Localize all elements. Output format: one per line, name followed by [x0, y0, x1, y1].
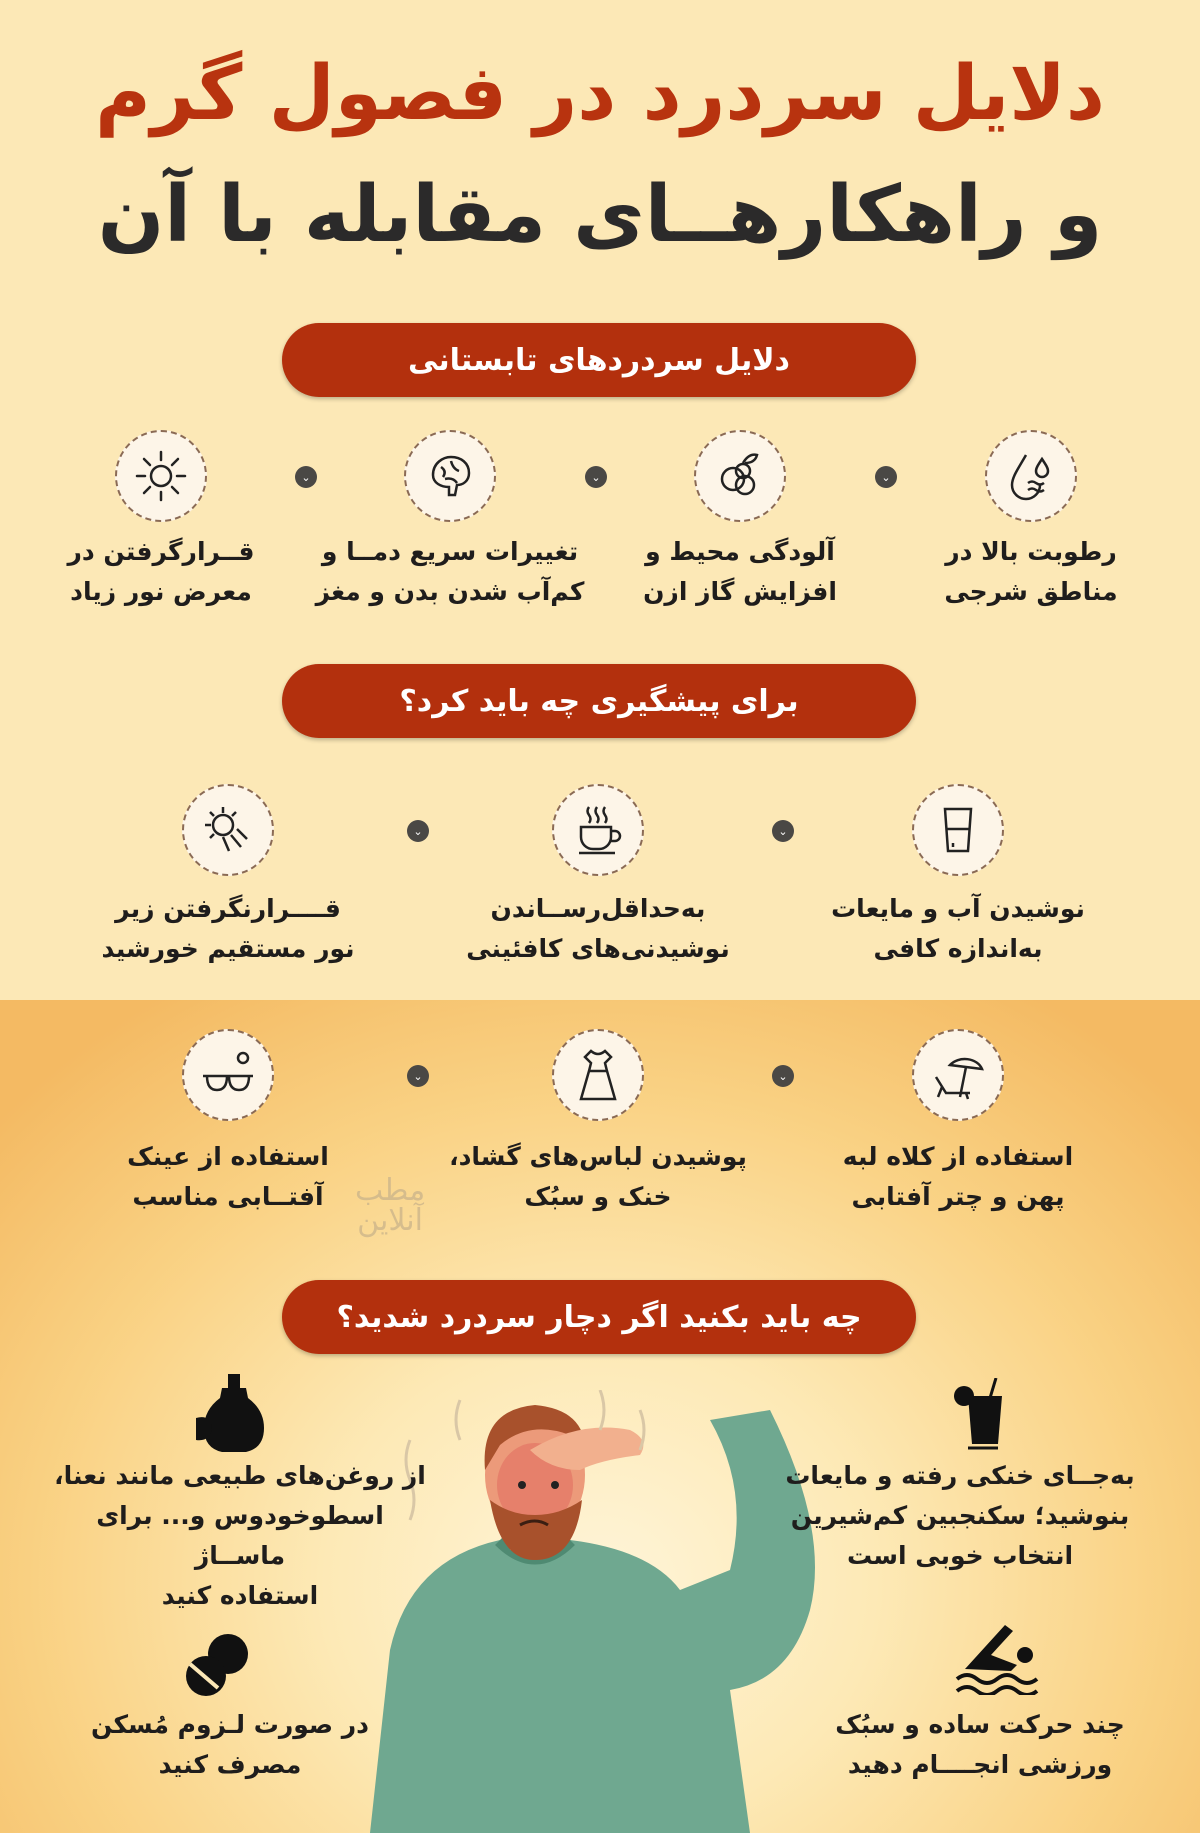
chevron-down-icon: ⌄ [407, 1065, 429, 1087]
sun-rays-icon [182, 784, 274, 876]
treat-painkiller-text: در صورت لـزوم مُسکن مصرف کنید [91, 1710, 369, 1779]
chevron-down-icon: ⌄ [772, 820, 794, 842]
dress-icon [552, 1029, 644, 1121]
chevron-down-icon: ⌄ [407, 820, 429, 842]
treat-exercise-text: چند حرکت ساده و سبُک ورزشی انجــــام دهید [835, 1710, 1125, 1779]
cause-pollution-text: آلودگی محیط و افزایش گاز ازن [643, 537, 837, 606]
beach-umbrella-icon [912, 1029, 1004, 1121]
chevron-down-icon: ⌄ [772, 1065, 794, 1087]
sun-icon [115, 430, 207, 522]
treat-oil-massage-text: از روغن‌های طبیعی مانند نعنا، اسطوخودوس و... برای ماســاژ استفاده کنید [54, 1461, 426, 1610]
prevent-clothes-text: پوشیدن لباس‌های گشاد، خنک و سبُک [449, 1142, 747, 1211]
section-heading-causes: دلایل سردردهای تابستانی [282, 323, 916, 397]
cause-humidity-text: رطوبت بالا در مناطق شرجی [944, 537, 1118, 606]
cause-sunlight-text: قــرارگرفتن در معرض نور زیاد [67, 537, 255, 606]
section-heading-treatment: چه باید بکنید اگر دچار سردرد شدید؟ [282, 1280, 916, 1354]
prevent-sunglasses-text: استفاده از عینک آفتــابی مناسب [127, 1142, 329, 1211]
swimmer-icon [955, 1625, 1041, 1695]
cause-temperature-text: تغییرات سریع دمــا و کم‌آب شدن بدن و مغز [315, 537, 585, 606]
chevron-down-icon: ⌄ [585, 466, 607, 488]
sunglasses-icon [182, 1029, 274, 1121]
brain-icon [404, 430, 496, 522]
watermark-logo: مطب آنلاین [355, 1173, 426, 1238]
prevent-caffeine-text: به‌حداقل‌رســاندن نوشیدنی‌های کافئینی [466, 894, 730, 963]
prevent-sun-text: قــــرارنگرفتن زیر نور مستقیم خورشید [101, 894, 355, 963]
prevent-hat-umbrella-text: استفاده از کلاه لبه پهن و چتر آفتابی [842, 1142, 1074, 1211]
treat-cold-drink-text: به‌جــای خنکی رفته و مایعات بنوشید؛ سکنجبین کم‌شیرین انتخاب خوبی است [785, 1461, 1135, 1570]
cold-drink-icon [950, 1378, 1010, 1452]
section-heading-prevention: برای پیشگیری چه باید کرد؟ [282, 664, 916, 738]
ozone-pollution-icon [694, 430, 786, 522]
prevent-water-text: نوشیدن آب و مایعات به‌اندازه کافی [831, 894, 1085, 963]
coffee-cup-icon [552, 784, 644, 876]
humidity-icon [985, 430, 1077, 522]
pills-icon [182, 1630, 252, 1700]
chevron-down-icon: ⌄ [875, 466, 897, 488]
chevron-down-icon: ⌄ [295, 466, 317, 488]
title-line-1: دلایل سردرد در فصول گرم [95, 48, 1105, 137]
oil-bottle-icon [192, 1374, 266, 1454]
water-glass-icon [912, 784, 1004, 876]
title-line-2: و راهکارهــای مقابله با آن [97, 170, 1103, 260]
